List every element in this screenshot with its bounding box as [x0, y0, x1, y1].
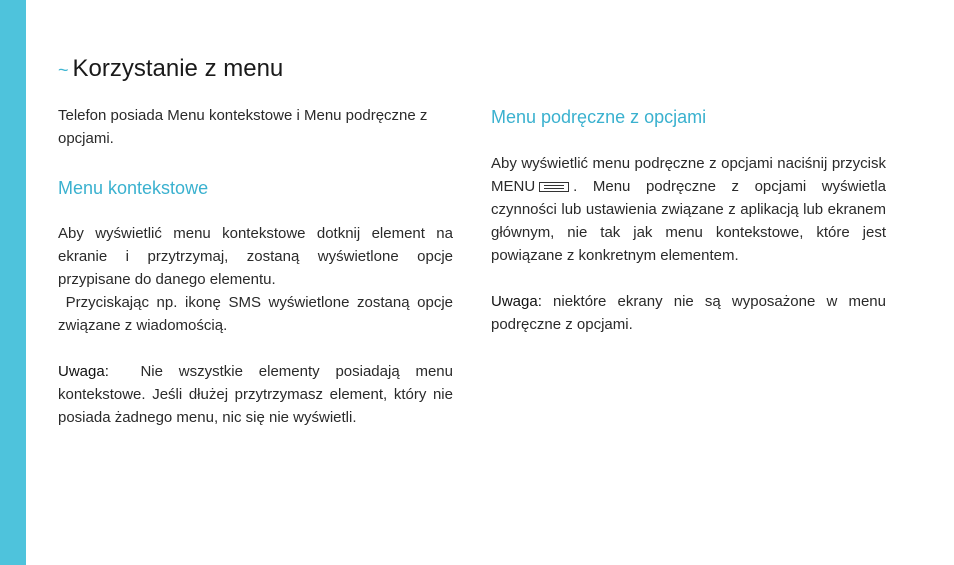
left-column: [58, 104, 458, 429]
options-menu-text-after: . Menu podręczne z opcjami wyświetla czynności lub ustawienia związane z aplikacją lub ekranem głównym, nie tak jak menu kontekstowe, które jest powiązane z konkretnym elementem.: [491, 178, 886, 264]
context-menu-heading: Menu kontekstowe: [58, 178, 209, 198]
title-text: Korzystanie z menu: [72, 55, 284, 82]
options-menu-text-before: Aby wyświetlić menu podręczne z opcjami naciśnij przycisk MENU: [491, 155, 886, 195]
title-tilde: ~: [58, 60, 69, 80]
note-label: Uwaga:: [491, 293, 542, 310]
options-menu-paragraph: [491, 152, 886, 267]
note-text: Nie wszystkie elementy posiadają menu kontekstowe. Jeśli dłużej przytrzymasz element, który nie posiada żadnego menu, nic się nie wyświetli.: [58, 363, 458, 426]
right-column: [491, 104, 891, 336]
note-text: niektóre ekrany nie są wyposażone w menu podręczne z opcjami.: [491, 293, 891, 333]
note-label: Uwaga:: [58, 363, 109, 380]
context-menu-example-paragraph: Przyciskając np. ikonę SMS wyświetlone zostaną opcje związane z wiadomością.: [58, 294, 458, 334]
context-menu-paragraph: Aby wyświetlić menu kontekstowe dotknij element na ekranie i przytrzymaj, zostaną wyświetlone opcje przypisane do danego elementu.: [58, 225, 453, 288]
intro-paragraph: Telefon posiada Menu kontekstowe i Menu podręczne z opcjami.: [58, 107, 428, 147]
page-title: [58, 54, 283, 85]
options-menu-note: [491, 290, 891, 336]
options-menu-heading: Menu podręczne z opcjami: [491, 107, 707, 127]
menu-key-icon: [539, 182, 569, 192]
context-menu-note: [58, 360, 458, 429]
accent-side-bar: [0, 0, 26, 565]
